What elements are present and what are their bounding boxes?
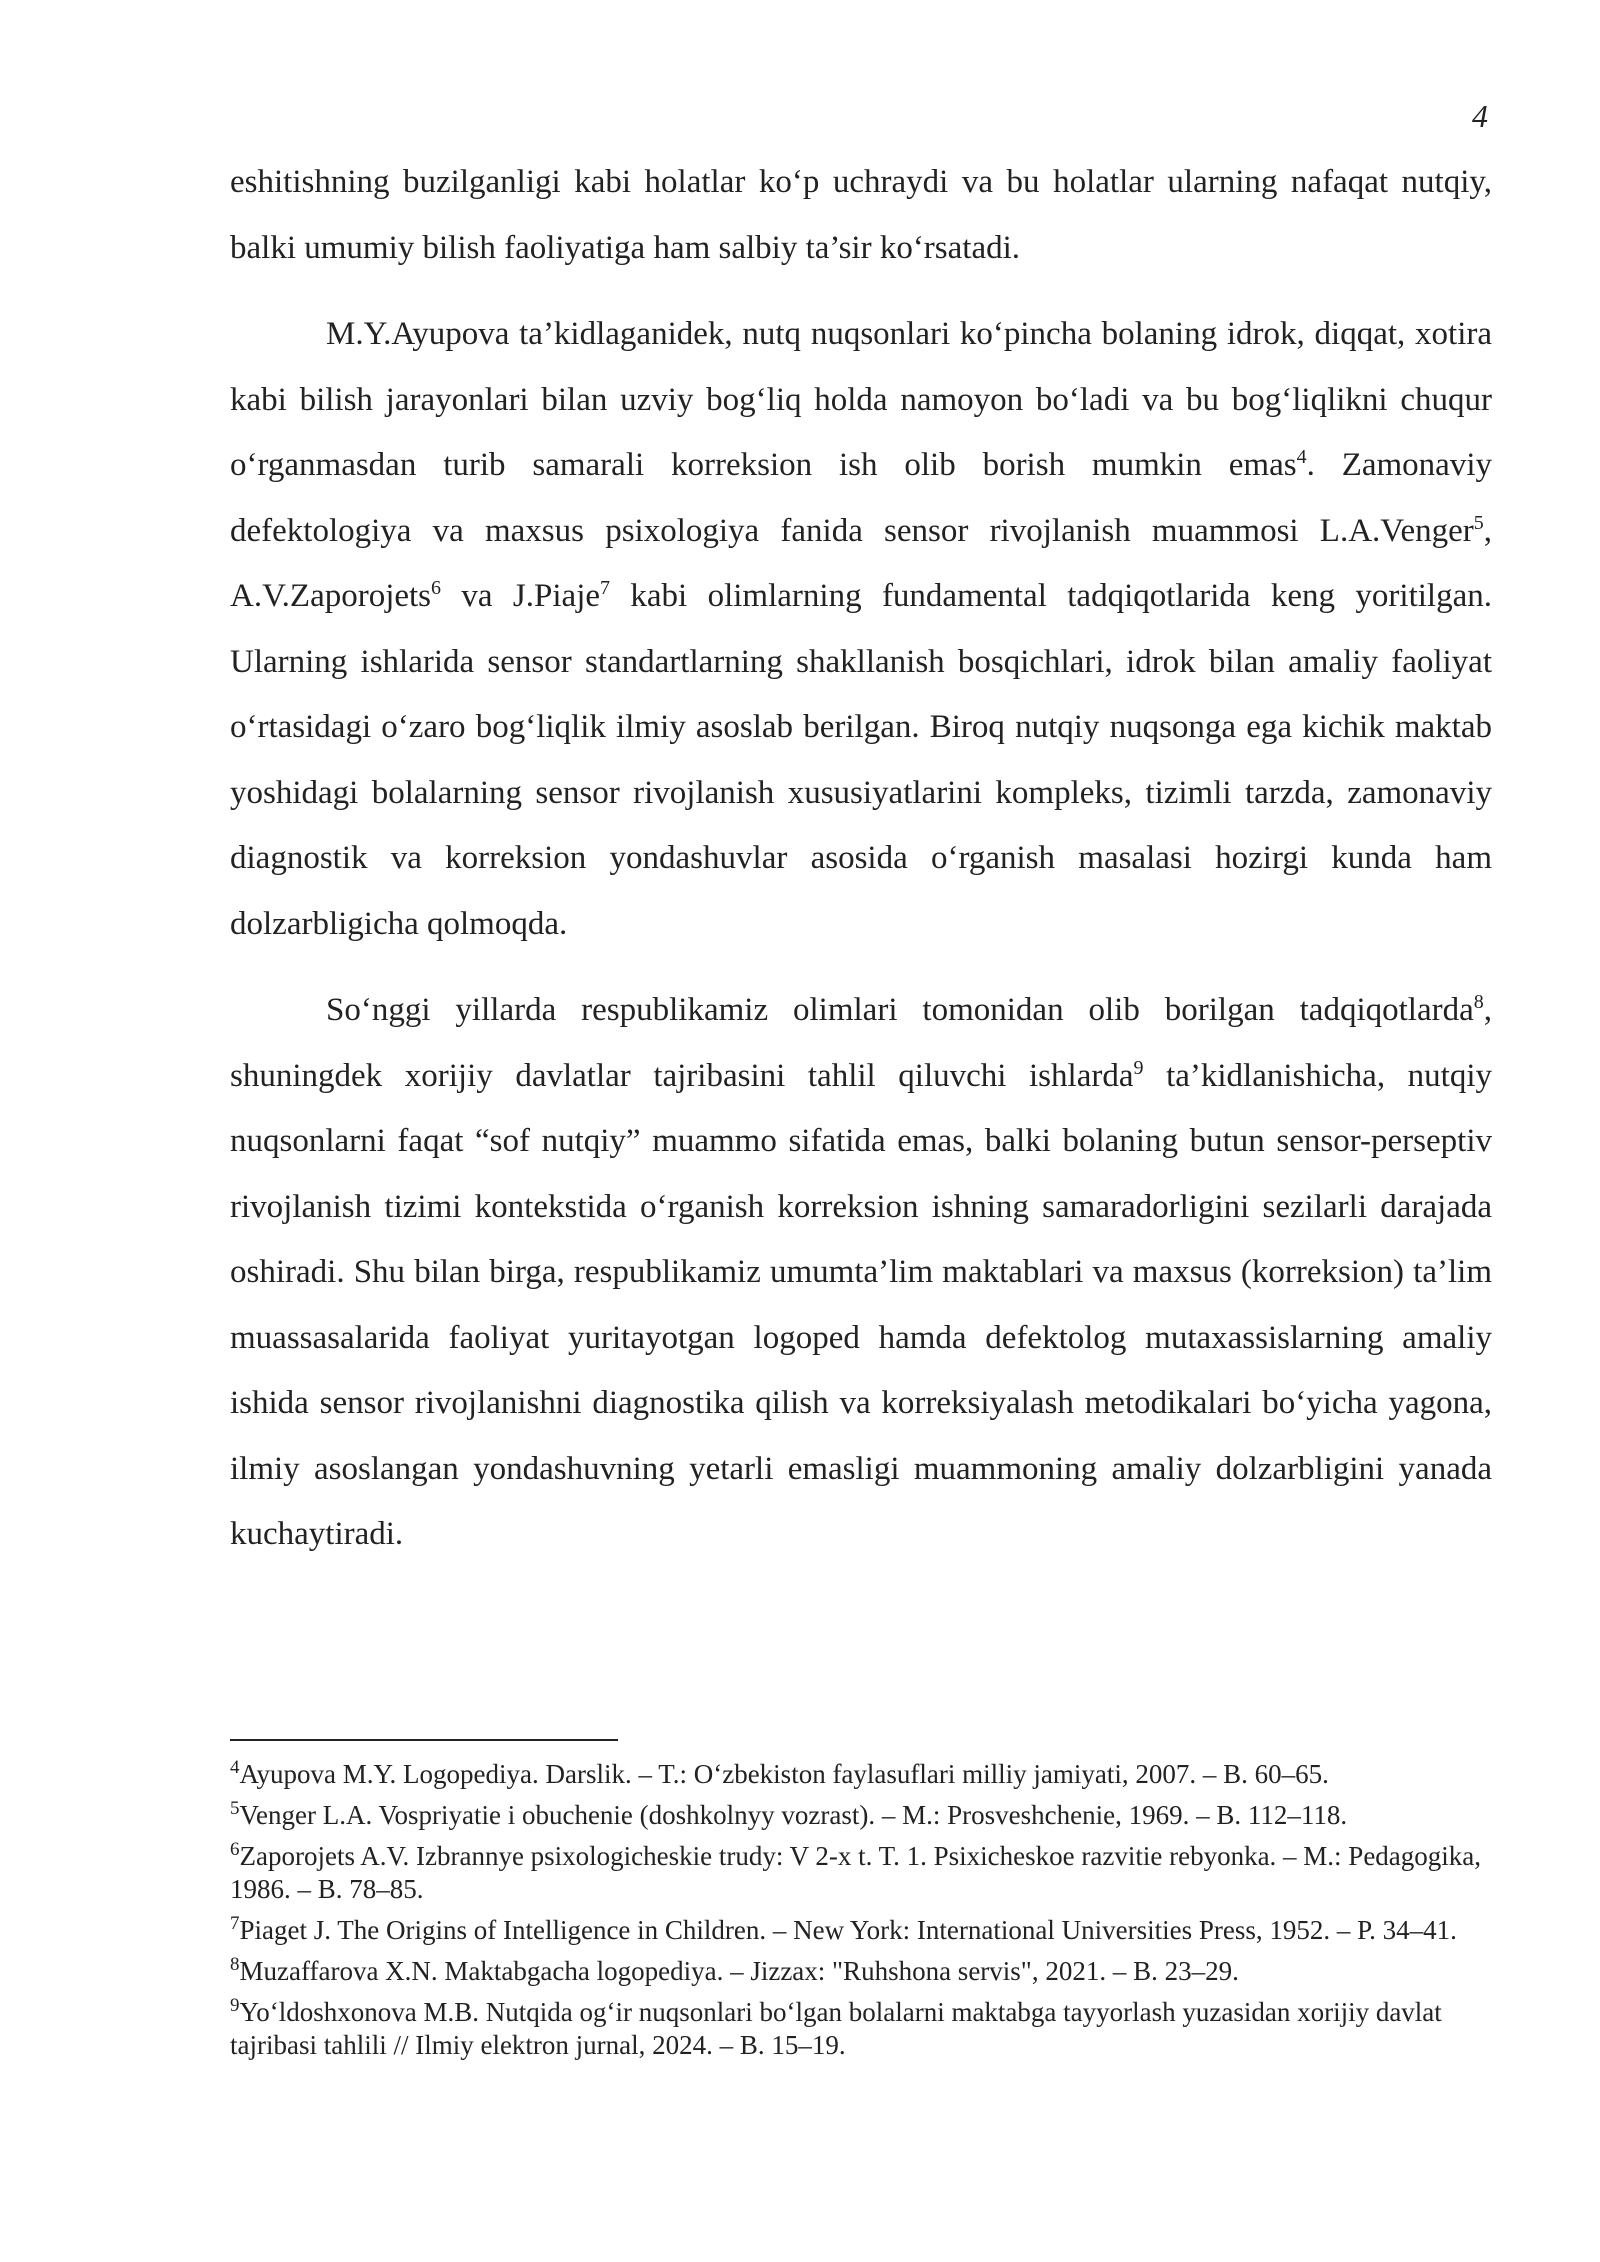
- footnote-text: Muzaffarova X.N. Maktabgacha logopediya. – Jizzax: "Ruhshona servis", 2021. – B. 23–29.: [239, 1956, 1239, 1986]
- footnote-number: 7: [230, 1913, 240, 1934]
- footnote-text: Venger L.A. Vospriyatie i obuchenie (doshkolnyy vozrast). – M.: Prosveshchenie, 1969. – B. 112–118.: [239, 1800, 1348, 1830]
- paragraph-text: eshitishning buzilganligi kabi holatlar ko‘p uchraydi va bu holatlar ularning nafaqat nutqiy, balki umumiy bilish faoliyatiga ham salbiy ta’sir ko‘rsatadi.: [230, 164, 1492, 266]
- page-number: 4: [1472, 98, 1488, 134]
- footnote: [230, 1955, 1492, 1988]
- paragraph-text: M.Y.Ayupova ta’kidlaganidek, nutq nuqsonlari ko‘pincha bolaning idrok, diqqat, xotira kabi bilish jarayonlari bilan uzviy bog‘liq holda namoyon bo‘ladi va bu bog‘liqlikni chuqur o‘rganmasdan turib samarali korreksion ish olib borish mumkin emas: [230, 316, 1492, 483]
- paragraph: [230, 150, 1492, 281]
- paragraph-text: kabi olimlarning fundamental tadqiqotlarida keng yoritilgan. Ularning ishlarida sensor standartlarning shakllanish bosqichlari, idrok bilan amaliy faoliyat o‘rtasidagi o‘zaro bog‘liqlik ilmiy asoslab berilgan. Biroq nutqiy nuqsonga ega kichik maktab yoshidagi bolalarning sensor rivojlanish xususiyatlarini kompleks, tizimli tarzda, zamonaviy diagnostik va korreksion yondashuvlar asosida o‘rganish masalasi hozirgi kunda ham dolzarbligicha qolmoqda.: [230, 578, 1492, 942]
- footnote-number: 9: [230, 1995, 240, 2016]
- footnote-text: Piaget J. The Origins of Intelligence in Children. – New York: International Universities Press, 1952. – P. 34–41.: [239, 1915, 1457, 1945]
- footnote-number: 4: [230, 1757, 240, 1778]
- footnote-ref: 8: [1473, 991, 1484, 1013]
- footnote-ref: 9: [1133, 1056, 1144, 1079]
- footnote: [230, 1840, 1492, 1906]
- paragraph: [230, 978, 1492, 1568]
- paragraph-text: , shuningdek xorijiy davlatlar tajribasini tahlil qiluvchi ishlarda: [230, 992, 1492, 1094]
- footnote-number: 6: [230, 1839, 240, 1860]
- footnote-number: 5: [230, 1798, 240, 1819]
- body-text: [230, 150, 1492, 1568]
- footnote: [230, 1914, 1492, 1947]
- footnote: [230, 1799, 1492, 1832]
- footnote-ref: 4: [1296, 446, 1307, 468]
- footnote-text: Ayupova M.Y. Logopediya. Darslik. – T.: O‘zbekiston faylasuflari milliy jamiyati, 2007. – B. 60–65.: [239, 1759, 1329, 1789]
- paragraph-text: va J.Piaje: [441, 578, 601, 614]
- footnote: [230, 1758, 1492, 1791]
- paragraph-text: ta’kidlanishicha, nutqiy nuqsonlarni faqat “sof nutqiy” muammo sifatida emas, balki bolaning butun sensor-perseptiv rivojlanish tizimi kontekstida o‘rganish korreksion ishning samaradorligini sezilarli darajada oshiradi. Shu bilan birga, respublikamiz umumta’lim maktablari va maxsus (korreksion) ta’lim muassasalarida faoliyat yuritayotgan logoped hamda defektolog mutaxassislarning amaliy ishida sensor rivojlanishni diagnostika qilish va korreksiyalash metodikalari bo‘yicha yagona, ilmiy asoslangan yondashuvning yetarli emasligi muammoning amaliy dolzarbligini yanada kuchaytiradi.: [230, 1057, 1492, 1552]
- paragraph-text: , A.V.Zaporojets: [230, 512, 1492, 614]
- footnote-number: 8: [230, 1954, 240, 1975]
- footnote-ref: 6: [431, 577, 442, 599]
- footnote-text: Zaporojets A.V. Izbrannye psixologicheskie trudy: V 2-x t. T. 1. Psixicheskoe razvitie rebyonka. – M.: Pedagogika, 1986. – B. 78–85.: [230, 1841, 1482, 1904]
- footnote-divider: [230, 1739, 618, 1741]
- paragraph: [230, 302, 1492, 957]
- footnote-ref: 5: [1473, 511, 1484, 534]
- footnotes: [230, 1758, 1492, 2070]
- paragraph-text: So‘nggi yillarda respublikamiz olimlari tomonidan olib borilgan tadqiqotlarda: [326, 992, 1474, 1028]
- footnote-text: Yo‘ldoshxonova M.B. Nutqida og‘ir nuqsonlari bo‘lgan bolalarni maktabga tayyorlash yuzasidan xorijiy davlat tajribasi tahlili // Ilmiy elektron jurnal, 2024. – B. 15–19.: [230, 1997, 1442, 2060]
- paragraph-text: . Zamonaviy defektologiya va maxsus psixologiya fanida sensor rivojlanish muammosi L.A.Venger: [230, 447, 1492, 549]
- footnote-ref: 7: [600, 577, 611, 599]
- footnote: [230, 1996, 1492, 2062]
